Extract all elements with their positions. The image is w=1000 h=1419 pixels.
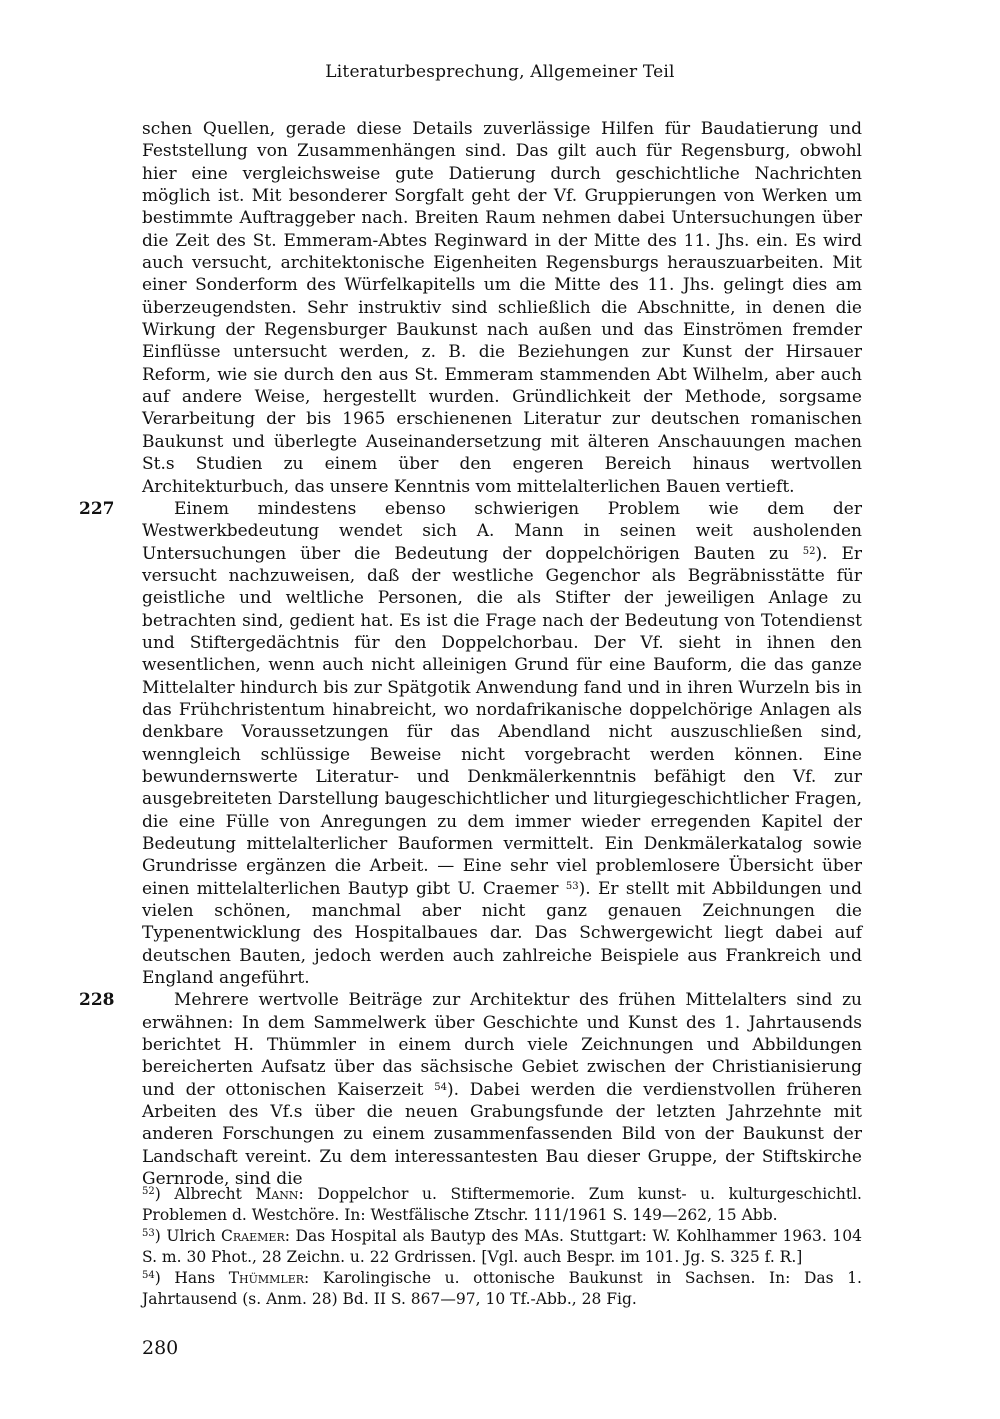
text-run: ). Dabei werden die verdienstvollen früheren Arbeiten des Vf.s über die neuen Grabungsfunde der letzten Jahrzehnte mit anderen Forschungen zu einem zusammenfassenden Bild von der Baukunst der Landschaft vereint. Zu dem interessantesten Bau dieser Gruppe, der Stiftskirche Gernrode, sind die (142, 1079, 863, 1190)
page-number: 280 (142, 1337, 179, 1359)
text-run: ) Hans (154, 1269, 229, 1287)
text-run: Mehrere wertvolle Beiträge zur Architektur des frühen Mittelalters sind zu erwähnen: In dem Sammelwerk über Geschichte und Kunst des 1. Jahrtausends berichtet H. Thümmler in einem durch viele Zeichnungen und Abbildungen bereicherten Aufsatz über das sächsische Gebiet zwischen der Christianisierung und der ottonischen Kaiserzeit (142, 990, 862, 1100)
main-text (79, 118, 863, 1191)
text-run: ) Albrecht (154, 1185, 256, 1203)
footnote-reference: 52 (802, 545, 816, 557)
author-surname: Thümmler (228, 1269, 305, 1287)
footnote-mark: 54 (142, 1270, 155, 1281)
text-run: Einem mindestens ebenso schwierigen Problem wie dem der Westwerkbedeutung wendet sich A. Mann in seinen weit ausholenden Untersuchungen über die Bedeutung der doppelchörigen Bauten zu (142, 498, 862, 564)
text-run: ). Er versucht nachzuweisen, daß der westliche Gegenchor als Begräbnisstätte für geistliche und weltliche Personen, die als Stifter der jeweiligen Anlage zu betrachten sind, gedient hat. Es ist die Frage nach der Bedeutung von Totendienst und Stiftergedächtnis für den Doppelchorbau. Der Vf. sieht in ihnen den wesentlichen, wenn auch nicht alleinigen Grund für eine Bauform, die das ganze Mittelalter hindurch bis zur Spätgotik Anwendung fand und in ihren Wurzeln bis in das Frühchristentum hinabreicht, wo nordafrikanische doppelchörige Anlagen als denkbare Voraussetzungen für das Abendland nicht auszuschließen sind, wenngleich schlüssige Beweise nicht vorgebracht werden können. Eine bewundernswerte Literatur- und Denkmälerkenntnis befähigt den Vf. zur ausgebreiteten Darstellung baugeschichtlicher und liturgiegeschichtlicher Fragen, die eine Fülle von Anregungen zu dem immer wieder erregenden Kapitel der Bedeutung mittelalterlicher Bauformen vermittelt. Ein Denkmälerkatalog sowie Grundrisse ergänzen die Arbeit. — Eine sehr viel problemlosere Übersicht über einen mittelalterlichen Bautyp gibt U. Craemer (142, 543, 863, 899)
author-surname: Mann (255, 1185, 299, 1203)
text-run: ). Er stellt mit Abbildungen und vielen schönen, manchmal aber nicht ganz genauen Zeichnungen die Typenentwicklung des Hospitalbaues dar. Das Schwergewicht liegt dabei auf deutschen Bauten, jedoch werden auch zahlreiche Beispiele aus Frankreich und England angeführt. (142, 878, 862, 989)
text-run: schen Quellen, gerade diese Details zuverlässige Hilfen für Baudatierung und Feststellung von Zusammenhängen sind. Das gilt auch für Regensburg, obwohl hier eine vergleichsweise gute Datierung durch geschichtliche Nachrichten möglich ist. Mit besonderer Sorgfalt geht der Vf. Gruppierungen von Werken um bestimmte Auftraggeber nach. Breiten Raum nehmen dabei Untersuchungen über die Zeit des St. Emmeram-Abtes Reginward in der Mitte des 11. Jhs. ein. Es wird auch versucht, architektonische Eigenheiten Regensburgs herauszuarbeiten. Mit einer Sonderform des Würfelkapitells um die Mitte des 11. Jhs. gelingt dies am überzeugendsten. Sehr instruktiv sind schließlich die Abschnitte, in denen die Wirkung der Regensburger Baukunst nach außen und das Einströmen fremder Einflüsse untersucht werden, z. B. die Beziehungen zur Kunst der Hirsauer Reform, wie sie durch den aus St. Emmeram stammenden Abt Wilhelm, aber auch auf andere Weise, hergestellt wurden. Gründlichkeit der Methode, sorgsame Verarbeitung der bis 1965 erschienenen Literatur zur deutschen romanischen Baukunst und überlegte Auseinandersetzung mit älteren Anschauungen machen St.s Studien zu einem über den engeren Bereich hinaus wertvollen Architekturbuch, das unsere Kenntnis vom mittelalterlichen Bauen vertieft. (142, 119, 862, 497)
paragraph-number: 227 (79, 498, 115, 519)
footnote-reference: 53 (565, 880, 579, 892)
footnote-mark: 53 (142, 1228, 155, 1239)
paragraph (142, 118, 862, 498)
paragraph (79, 989, 863, 1190)
author-surname: Craemer (221, 1227, 285, 1245)
footnote-reference: 54 (434, 1081, 447, 1093)
footnote (142, 1184, 862, 1226)
text-run: : Das Hospital als Bautyp des MAs. Stuttgart: W. Kohlhammer 1963. 104 S. m. 30 Phot., 28 Zeichn. u. 22 Grdrissen. [Vgl. auch Bespr. im 101. Jg. S. 325 f. R.] (142, 1227, 862, 1266)
running-head: Literaturbesprechung, Allgemeiner Teil (325, 62, 675, 82)
text-run: ) Ulrich (154, 1227, 222, 1245)
footnote-mark: 52 (142, 1186, 155, 1197)
text-run: : Doppelchor u. Stiftermemorie. Zum kunst- u. kulturgeschichtl. Problemen d. Westchöre. In: Westfälische Ztschr. 111/1961 S. 149—262, 15 Abb. (142, 1185, 862, 1224)
paragraph (79, 498, 863, 990)
footnote (142, 1226, 862, 1268)
footnotes (142, 1184, 862, 1310)
footnote (142, 1268, 862, 1310)
paragraph-number: 228 (79, 990, 115, 1011)
text-run: : Karolingische u. ottonische Baukunst in Sachsen. In: Das 1. Jahrtausend (s. Anm. 28) Bd. II S. 867—97, 10 Tf.-Abb., 28 Fig. (142, 1269, 862, 1308)
